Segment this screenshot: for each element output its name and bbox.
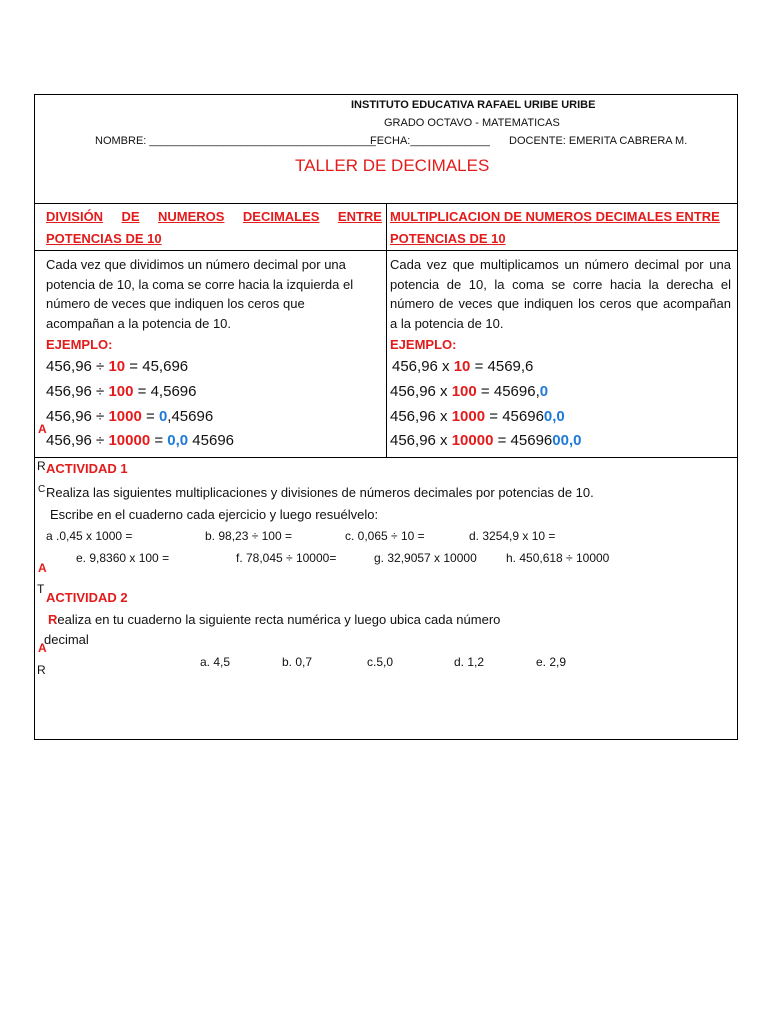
- decimal-item-d: d. 1,2: [454, 655, 485, 669]
- example-power: 10: [108, 358, 126, 375]
- exercise-a: a .0,45 x 1000 =: [46, 529, 133, 543]
- division-paragraph: Cada vez que dividimos un número decimal por una potencia de 10, la coma se corre hacia la izquierda el número de veces que indiquen los ceros que acompañan a la potencia de 10.: [46, 257, 354, 331]
- division-heading-w2: DE: [121, 209, 140, 224]
- division-heading-w3: NUMEROS: [158, 209, 225, 224]
- activity2-initial: R: [48, 612, 58, 627]
- decimal-item-c: c.5,0: [367, 655, 394, 669]
- exercise-c: c. 0,065 ÷ 10 =: [345, 529, 425, 543]
- example-result: 45696,: [493, 383, 540, 400]
- example-zeros: 00,0: [552, 432, 582, 449]
- division-example-4: [46, 432, 234, 449]
- date-field-label: FECHA:_____________: [370, 135, 490, 147]
- division-example-3: [46, 408, 213, 425]
- example-equals: =: [141, 408, 159, 425]
- margin-letter: A: [38, 561, 47, 575]
- example-lhs: 456,96 x: [390, 383, 452, 400]
- table-column-divider: [386, 203, 387, 457]
- division-heading-w5: ENTRE: [337, 209, 382, 224]
- example-equals: =: [470, 358, 488, 375]
- division-example-2: [46, 383, 196, 400]
- division-heading: [46, 209, 382, 224]
- division-heading-w1: DIVISIÓN: [46, 209, 104, 224]
- multiplication-example-1: [392, 358, 533, 375]
- multiplication-example-2: [390, 383, 548, 400]
- example-lhs: 456,96 x: [392, 358, 454, 375]
- example-power: 1000: [451, 408, 486, 425]
- worksheet-title: TALLER DE DECIMALES: [295, 156, 490, 175]
- margin-letter: A: [38, 641, 47, 655]
- example-power: 100: [451, 383, 477, 400]
- example-result: 4569,6: [487, 358, 534, 375]
- activity1-instruction: Realiza las siguientes multiplicaciones y divisiones de números decimales por potencias de 10.: [46, 485, 594, 500]
- margin-letter: A: [38, 422, 47, 436]
- grade-subject: GRADO OCTAVO - MATEMATICAS: [384, 117, 560, 129]
- example-zeros: 0,0: [543, 408, 565, 425]
- example-equals: =: [476, 383, 494, 400]
- example-lhs: 456,96 ÷: [46, 358, 109, 375]
- example-power: 100: [108, 383, 134, 400]
- multiplication-heading-line2: POTENCIAS DE 10: [390, 231, 506, 246]
- division-example-1: [46, 358, 188, 375]
- example-power: 10000: [451, 432, 494, 449]
- multiplication-example-4: [390, 432, 581, 449]
- example-power: 1000: [108, 408, 142, 425]
- exercise-f: f. 78,045 ÷ 10000=: [236, 551, 337, 565]
- activity1-title: ACTIVIDAD 1: [46, 461, 128, 476]
- multiplication-heading: MULTIPLICACION DE NUMEROS DECIMALES ENTRE: [390, 209, 720, 224]
- exercise-b: b. 98,23 ÷ 100 =: [205, 529, 292, 543]
- division-heading-line2: POTENCIAS DE 10: [46, 231, 162, 246]
- example-zeros: 0: [539, 383, 549, 400]
- example-result: 45696: [510, 432, 553, 449]
- multiplication-example-label: EJEMPLO:: [390, 337, 457, 352]
- example-equals: =: [150, 432, 168, 449]
- activity2-instruction: [48, 612, 500, 627]
- example-power: 10000: [108, 432, 151, 449]
- teacher-label: DOCENTE: EMERITA CABRERA M.: [509, 135, 688, 147]
- example-result: ,45696: [167, 408, 214, 425]
- example-equals: =: [493, 432, 511, 449]
- division-example-label: EJEMPLO:: [46, 337, 113, 352]
- division-heading-w4: DECIMALES: [242, 209, 320, 224]
- table-bottom-border: [34, 457, 738, 458]
- activity2-instruction-line2: decimal: [44, 632, 89, 647]
- margin-letter: T: [37, 582, 45, 596]
- example-equals: =: [133, 383, 151, 400]
- example-lhs: 456,96 ÷: [46, 408, 109, 425]
- activity2-instruction-text: ealiza en tu cuaderno la siguiente recta numérica y luego ubica cada número: [57, 612, 501, 627]
- example-result: 45696: [502, 408, 544, 425]
- example-equals: =: [125, 358, 143, 375]
- decimal-item-e: e. 2,9: [536, 655, 567, 669]
- exercise-d: d. 3254,9 x 10 =: [469, 529, 556, 543]
- example-result: 4,5696: [150, 383, 197, 400]
- example-result: 45,696: [142, 358, 189, 375]
- example-result: 45696: [188, 432, 235, 449]
- example-power: 10: [453, 358, 471, 375]
- activity1-instruction2: Escribe en el cuaderno cada ejercicio y luego resuélvelo:: [50, 507, 379, 522]
- name-field-label: NOMBRE: _____________________________________: [95, 135, 376, 147]
- example-equals: =: [485, 408, 503, 425]
- exercise-g: g. 32,9057 x 10000: [374, 551, 477, 565]
- activity2-title: ACTIVIDAD 2: [46, 590, 128, 605]
- margin-letter: R: [37, 459, 46, 473]
- multiplication-example-3: [390, 408, 565, 425]
- example-lhs: 456,96 ÷: [46, 432, 109, 449]
- exercise-e: e. 9,8360 x 100 =: [76, 551, 170, 565]
- example-lhs: 456,96 ÷: [46, 383, 109, 400]
- decimal-item-a: a. 4,5: [200, 655, 231, 669]
- example-lhs: 456,96 x: [390, 408, 452, 425]
- example-zeros: 0,0: [167, 432, 189, 449]
- margin-letter: R: [37, 663, 46, 677]
- example-lhs: 456,96 x: [390, 432, 452, 449]
- school-name: INSTITUTO EDUCATIVA RAFAEL URIBE URIBE: [351, 99, 596, 111]
- example-zeros: 0: [158, 408, 168, 425]
- exercise-h: h. 450,618 ÷ 10000: [506, 551, 610, 565]
- decimal-item-b: b. 0,7: [282, 655, 313, 669]
- multiplication-paragraph: Cada vez que multiplicamos un número decimal por una potencia de 10, la coma se corre hacia la derecha el número de veces que indiquen los ceros que acompañan a la potencia de 10.: [390, 257, 731, 331]
- margin-letter: C: [38, 484, 46, 495]
